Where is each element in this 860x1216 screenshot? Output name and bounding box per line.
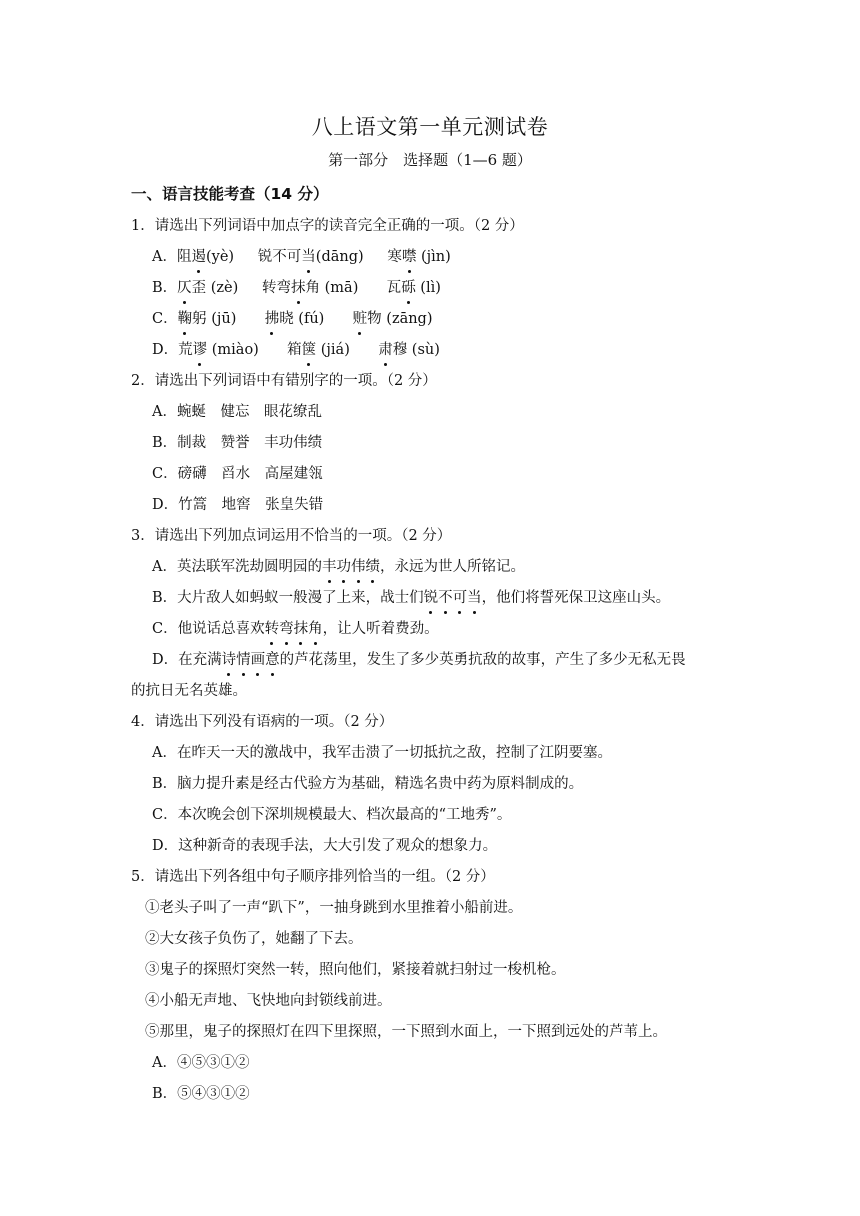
question-3-option-d-continued: 的抗日无名英雄。 [131,683,247,699]
question-2-option-a: A．蜿蜒 健忘 眼花缭乱 [152,404,322,420]
question-2-option-c: C．磅礴 舀水 高屋建瓴 [152,466,323,482]
question-5-sentence-3: ③鬼子的探照灯突然一转，照向他们，紧接着就扫射过一梭机枪。 [145,962,566,978]
dotted-char: 当 [301,246,316,268]
question-1-option-b: B．仄歪 (zè) 转弯抹角 (mā) 瓦砾 (lì) [152,277,441,299]
question-3-option-a: A．英法联军洗劫圆明园的丰功伟绩，永远为世人所铭记。 [152,556,525,578]
page-title: 八上语文第一单元测试卷 [311,115,549,139]
dotted-char: 绩 [365,556,380,578]
dotted-char: 拂 [265,308,280,330]
question-4-option-d: D．这种新奇的表现手法，大大引发了观众的想象力。 [152,838,498,854]
dotted-char: 伟 [351,556,366,578]
question-4-option-c: C．本次晚会创下深圳规模最大、档次最高的“工地秀”。 [152,807,512,823]
question-2-option-d: D．竹篙 地窖 张皇失错 [152,497,324,513]
question-1-stem: 1．请选出下列词语中加点字的读音完全正确的一项。（2 分） [131,218,524,234]
dotted-char: 遏 [191,246,206,268]
dotted-char: 弯 [279,618,294,640]
dotted-char: 功 [336,556,351,578]
dotted-char: 锐 [424,587,439,609]
dotted-char: 不 [438,587,453,609]
question-1-option-c: C．鞠躬 (jū) 拂晓 (fú) 赃物 (zāng) [152,308,433,330]
question-1-option-d: D．荒谬 (miào) 箱箧 (jiá) 肃穆 (sù) [152,339,440,361]
question-5-option-a: A．④⑤③①② [152,1055,250,1071]
dotted-char: 情 [236,649,251,671]
question-3-stem: 3．请选出下列加点词运用不恰当的一项。（2 分） [131,528,452,544]
dotted-char: 当 [467,587,482,609]
dotted-char: 丰 [322,556,337,578]
dotted-word [424,590,482,606]
question-5-sentence-2: ②大女孩子负伤了，她翻了下去。 [145,931,363,947]
dotted-char: 鞠 [178,308,193,330]
dotted-char: 诗 [222,649,237,671]
dotted-char: 噤 [402,246,417,268]
question-1-option-a: A．阻遏(yè) 锐不可当(dāng) 寒噤 (jìn) [152,246,451,268]
question-3-option-d: D．在充满诗情画意的芦花荡里，发生了多少英勇抗敌的故事，产生了多少无私无畏 [152,649,686,671]
question-3-option-c: C．他说话总喜欢转弯抹角，让人听着费劲。 [152,618,439,640]
dotted-word [322,559,380,575]
question-3-option-b: B．大片敌人如蚂蚁一般漫了上来，战士们锐不可当，他们将誓死保卫这座山头。 [152,587,670,609]
question-2-option-b: B．制裁 赞誉 丰功伟绩 [152,435,323,451]
dotted-word [222,652,280,668]
question-5-sentence-1: ①老头子叫了一声“趴下”，一抽身跳到水里推着小船前进。 [145,900,523,916]
question-5-sentence-4: ④小船无声地、飞快地向封锁线前进。 [145,993,392,1009]
question-4-stem: 4．请选出下列没有语病的一项。（2 分） [131,714,394,730]
dotted-char: 箧 [302,339,317,361]
question-5-stem: 5．请选出下列各组中句子顺序排列恰当的一组。（2 分） [131,869,495,885]
dotted-char: 角 [308,618,323,640]
dotted-char: 抹 [294,618,309,640]
question-2-stem: 2．请选出下列词语中有错别字的一项。（2 分） [131,373,437,389]
question-5-sentence-5: ⑤那里，鬼子的探照灯在四下里探照，一下照到水面上，一下照到远处的芦苇上。 [145,1024,667,1040]
dotted-char: 赃 [353,308,368,330]
dotted-char: 意 [265,649,280,671]
dotted-char: 肃 [378,339,393,361]
dotted-char: 仄 [177,277,192,299]
dotted-char: 砾 [401,277,416,299]
section-heading: 一、语言技能考查（14 分） [131,185,329,203]
dotted-char: 转 [265,618,280,640]
dotted-char: 可 [453,587,468,609]
dotted-char: 抹 [291,277,306,299]
dotted-char: 谬 [193,339,208,361]
part-subtitle: 第一部分 选择题（1—6 题） [328,151,532,169]
question-4-option-b: B．脑力提升素是经古代验方为基础，精选名贵中药为原料制成的。 [152,776,584,792]
dotted-word [265,621,323,637]
question-4-option-a: A．在昨天一天的激战中，我军击溃了一切抵抗之敌，控制了江阴要塞。 [152,745,612,761]
dotted-char: 画 [251,649,266,671]
question-5-option-b: B．⑤④③①② [152,1086,250,1102]
